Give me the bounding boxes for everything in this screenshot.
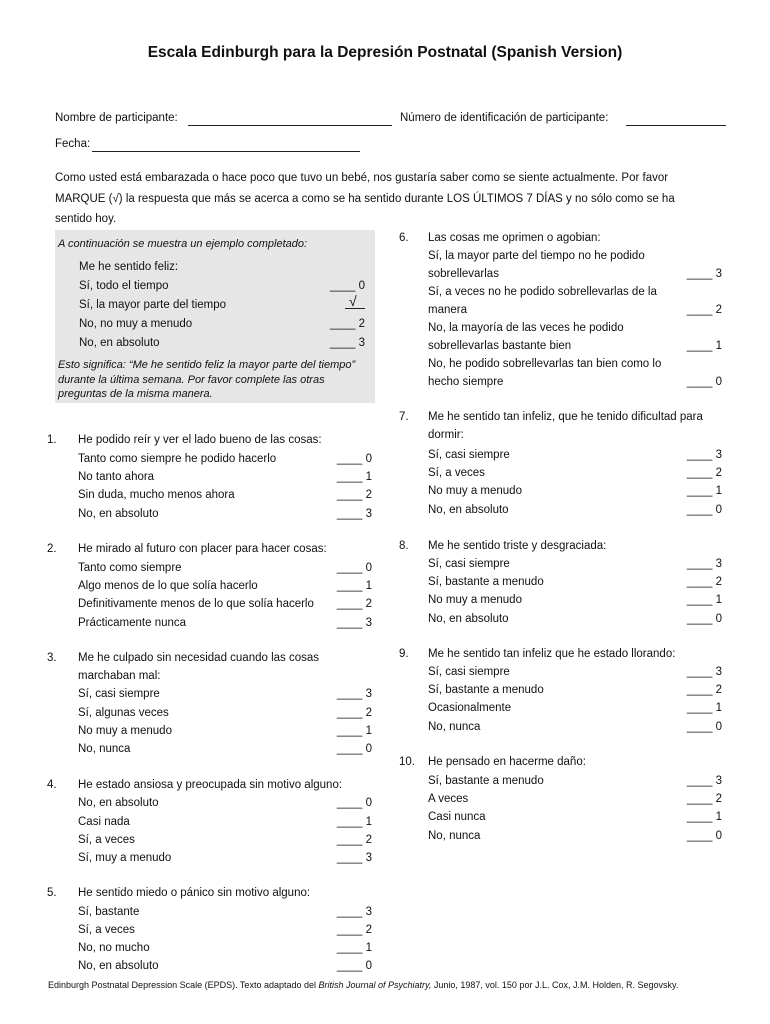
answer-option[interactable] (78, 559, 372, 577)
answer-label: No, nunca (78, 743, 131, 755)
question-number: 10. (399, 756, 415, 768)
example-option-label: Sí, todo el tiempo (79, 280, 169, 292)
answer-score: ____ 3 (336, 852, 372, 864)
answer-option[interactable] (428, 446, 722, 464)
checkmark: √ (349, 293, 357, 309)
answer-label: No, he podido sobrellevarlas tan bien como lo hecho siempre (428, 358, 662, 388)
answer-score: ____ 2 (336, 834, 372, 846)
answer-option[interactable] (428, 355, 722, 391)
answer-option[interactable] (78, 704, 372, 722)
answer-label: Prácticamente nunca (78, 617, 187, 629)
answer-option[interactable] (78, 614, 372, 632)
answer-option[interactable] (428, 573, 722, 591)
answer-label: Sí, la mayor parte del tiempo no he podido sobrellevarlas (428, 250, 645, 280)
date-field[interactable] (92, 140, 360, 152)
citation-footer (48, 980, 678, 990)
question-number: 9. (399, 648, 409, 660)
participant-id-field[interactable] (626, 114, 726, 126)
answer-score: ____ 2 (336, 707, 372, 719)
answer-score: ____ 3 (336, 688, 372, 700)
example-box (55, 230, 375, 403)
page-title: Escala Edinburgh para la Depresión Postnatal (Spanish Version) (147, 44, 623, 61)
instructions (55, 168, 727, 230)
answer-score: ____ 3 (686, 449, 722, 461)
question-number: 2. (47, 543, 57, 555)
answer-label: Sí, casi siempre (428, 666, 510, 678)
answer-score: ____ 0 (336, 562, 372, 574)
answer-option[interactable] (428, 501, 722, 519)
example-option-label: No, no muy a menudo (79, 318, 193, 330)
answer-label: No muy a menudo (428, 594, 522, 606)
answer-score: ____ 2 (686, 576, 722, 588)
answer-score: ____ 2 (686, 304, 722, 316)
answer-label: No, en absoluto (78, 508, 159, 520)
answer-option[interactable] (78, 740, 372, 758)
answer-label: No, nunca (428, 721, 481, 733)
answer-option[interactable] (78, 722, 372, 740)
question-text: Me he sentido tan infeliz, que he tenido dificultad para dormir: (428, 411, 703, 441)
answer-option[interactable] (428, 718, 722, 736)
answer-label: Sí, a veces (78, 834, 135, 846)
answer-option[interactable] (78, 939, 372, 957)
answer-label: Sí, bastante (78, 906, 140, 918)
answer-option[interactable] (78, 685, 372, 703)
question-text: He pensado en hacerme daño: (428, 756, 586, 768)
answer-option[interactable] (428, 699, 722, 717)
question-text: Me he sentido triste y desgraciada: (428, 540, 607, 552)
example-option-score (345, 293, 365, 312)
example-note: Esto significa: “Me he sentido feliz la mayor parte del tiempo” durante la última semana. Por favor complete las otras preguntas de la misma manera. (58, 359, 356, 400)
answer-score: ____ 0 (686, 721, 722, 733)
answer-score: ____ 1 (686, 702, 722, 714)
answer-option[interactable] (428, 482, 722, 500)
example-option (79, 318, 365, 330)
answer-score: ____ 2 (336, 924, 372, 936)
answer-option[interactable] (428, 663, 722, 681)
question-number: 8. (399, 540, 409, 552)
participant-id-label: Número de identificación de participante: (400, 112, 609, 124)
answer-score: ____ 0 (336, 743, 372, 755)
answer-label: Sí, bastante a menudo (428, 576, 544, 588)
question-number: 4. (47, 779, 57, 791)
answer-score: ____ 1 (686, 340, 722, 352)
answer-label: Sí, muy a menudo (78, 852, 172, 864)
answer-option[interactable] (78, 577, 372, 595)
answer-label: Sí, bastante a menudo (428, 775, 544, 787)
answer-label: No, en absoluto (78, 797, 159, 809)
example-option-label: No, en absoluto (79, 337, 160, 349)
answer-option[interactable] (428, 555, 722, 573)
question-number: 6. (399, 232, 409, 244)
answer-score: ____ 1 (336, 725, 372, 737)
answer-score: ____ 1 (336, 471, 372, 483)
question-number: 1. (47, 434, 57, 446)
answer-option[interactable] (428, 772, 722, 790)
answer-option[interactable] (78, 794, 372, 812)
answer-score: ____ 2 (336, 598, 372, 610)
answer-label: Sí, a veces no he podido sobrellevarlas de la manera (428, 286, 657, 316)
question-number: 7. (399, 411, 409, 423)
answer-score: ____ 3 (686, 666, 722, 678)
answer-score: ____ 1 (336, 942, 372, 954)
answer-option[interactable] (428, 827, 722, 845)
participant-name-label: Nombre de participante: (55, 112, 178, 124)
question-text: Me he sentido tan infeliz que he estado llorando: (428, 648, 676, 660)
answer-score: ____ 0 (686, 613, 722, 625)
answer-option[interactable] (428, 283, 722, 319)
answer-option[interactable] (78, 957, 372, 975)
answer-score: ____ 1 (686, 594, 722, 606)
journal-name: British Journal of Psychiatry, (318, 980, 432, 990)
answer-option[interactable] (78, 831, 372, 849)
answer-score: ____ 0 (686, 376, 722, 388)
answer-score: ____ 0 (336, 453, 372, 465)
answer-option[interactable] (78, 849, 372, 867)
question-text: Las cosas me oprimen o agobian: (428, 232, 601, 244)
answer-label: No muy a menudo (428, 485, 522, 497)
answer-label: Tanto como siempre (78, 562, 182, 574)
answer-option[interactable] (428, 790, 722, 808)
answer-label: Tanto como siempre he podido hacerlo (78, 453, 277, 465)
answer-label: No tanto ahora (78, 471, 155, 483)
answer-label: Sí, bastante a menudo (428, 684, 544, 696)
answer-label: Sí, casi siempre (78, 688, 160, 700)
answer-score: ____ 1 (686, 811, 722, 823)
answer-score: ____ 3 (336, 617, 372, 629)
answer-label: Sí, casi siempre (428, 449, 510, 461)
answer-score: ____ 0 (336, 797, 372, 809)
answer-option[interactable] (428, 681, 722, 699)
answer-option[interactable] (428, 610, 722, 628)
example-option (79, 293, 365, 312)
example-option (79, 280, 365, 292)
example-option-score: ____ 3 (329, 337, 365, 349)
instructions-line: sentido hoy. (55, 213, 117, 225)
answer-label: No, en absoluto (428, 504, 509, 516)
answer-option[interactable] (78, 468, 372, 486)
question-text: He sentido miedo o pánico sin motivo alguno: (78, 887, 311, 899)
answer-label: Sí, a veces (78, 924, 135, 936)
answer-label: Definitivamente menos de lo que solía hacerlo (78, 598, 314, 610)
question-text: He podido reír y ver el lado bueno de las cosas: (78, 434, 322, 446)
answer-option[interactable] (78, 450, 372, 468)
answer-score: ____ 3 (336, 508, 372, 520)
answer-label: No, en absoluto (78, 960, 159, 972)
answer-score: ____ 3 (686, 558, 722, 570)
example-question: Me he sentido feliz: (79, 261, 179, 273)
answer-label: Sí, casi siempre (428, 558, 510, 570)
instructions-line: Como usted está embarazada o hace poco que tuvo un bebé, nos gustaría saber como se siente actualmente. Por favor (55, 172, 669, 184)
instructions-line: MARQUE (√) la respuesta que más se acerca a como se ha sentido durante LOS ÚLTIMOS 7 DÍAS y no sólo como se ha (55, 192, 675, 205)
answer-option[interactable] (78, 903, 372, 921)
answer-option[interactable] (78, 486, 372, 504)
answer-score: ____ 1 (336, 816, 372, 828)
example-heading: A continuación se muestra un ejemplo completado: (58, 238, 308, 250)
example-option-score: ____ 2 (329, 318, 365, 330)
participant-name-field[interactable] (188, 114, 392, 126)
question-text: He estado ansiosa y preocupada sin motivo alguno: (78, 779, 343, 791)
answer-label: No, en absoluto (428, 613, 509, 625)
answer-score: ____ 1 (686, 485, 722, 497)
answer-score: ____ 2 (686, 684, 722, 696)
answer-label: No, nunca (428, 830, 481, 842)
answer-option[interactable] (428, 247, 722, 283)
question-number: 3. (47, 652, 57, 664)
answer-score: ____ 0 (686, 504, 722, 516)
citation-text: Junio, 1987, vol. 150 por J.L. Cox, J.M. Holden, R. Segovsky. (431, 980, 679, 990)
answer-label: Ocasionalmente (428, 702, 512, 714)
answer-label: No muy a menudo (78, 725, 172, 737)
answer-option[interactable] (78, 595, 372, 613)
question-number: 5. (47, 887, 57, 899)
answer-option[interactable] (428, 319, 722, 355)
answer-label: Casi nada (78, 816, 130, 828)
date-label: Fecha: (55, 138, 91, 150)
answer-score: ____ 3 (686, 775, 722, 787)
answer-score: ____ 3 (336, 906, 372, 918)
citation-text: Edinburgh Postnatal Depression Scale (EPDS). Texto adaptado del (48, 980, 319, 990)
answer-score: ____ 0 (686, 830, 722, 842)
answer-option[interactable] (78, 921, 372, 939)
answer-option[interactable] (428, 591, 722, 609)
answer-score: ____ 2 (686, 793, 722, 805)
answer-label: Sin duda, mucho menos ahora (78, 489, 235, 501)
example-option-label: Sí, la mayor parte del tiempo (79, 299, 227, 311)
answer-label: Algo menos de lo que solía hacerlo (78, 580, 258, 592)
answer-score: ____ 3 (686, 268, 722, 280)
question-text: Me he culpado sin necesidad cuando las cosas marchaban mal: (78, 652, 320, 682)
answer-label: A veces (428, 793, 469, 805)
answer-score: ____ 2 (336, 489, 372, 501)
question-text: He mirado al futuro con placer para hacer cosas: (78, 543, 327, 555)
answer-score: ____ 2 (686, 467, 722, 479)
answer-label: No, no mucho (78, 942, 150, 954)
answer-label: Sí, algunas veces (78, 707, 169, 719)
answer-option[interactable] (78, 813, 372, 831)
example-option-score: ____ 0 (329, 280, 365, 292)
example-option (79, 337, 365, 349)
answer-label: No, la mayoría de las veces he podido sobrellevarlas bastante bien (428, 322, 624, 352)
answer-score: ____ 0 (336, 960, 372, 972)
answer-option[interactable] (78, 505, 372, 523)
answer-label: Sí, a veces (428, 467, 485, 479)
answer-label: Casi nunca (428, 811, 486, 823)
answer-score: ____ 1 (336, 580, 372, 592)
answer-option[interactable] (428, 464, 722, 482)
answer-option[interactable] (428, 808, 722, 826)
